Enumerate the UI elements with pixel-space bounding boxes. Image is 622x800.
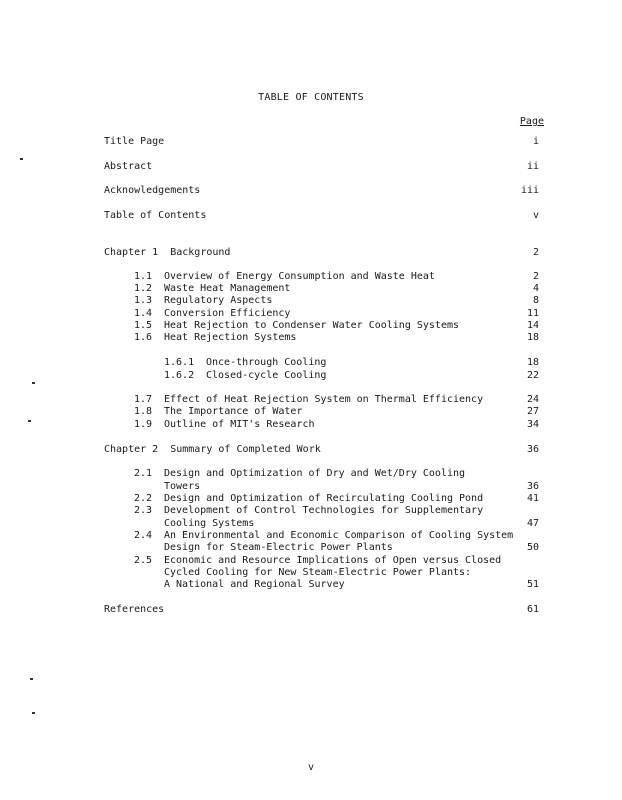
section-page: 51 xyxy=(526,579,539,590)
section-number: 1.6 xyxy=(134,332,153,343)
section-title-line: Towers xyxy=(164,481,201,492)
section-page: 50 xyxy=(526,542,539,553)
section-number: 2.1 xyxy=(134,468,153,479)
subsection-number: 1.6.1 xyxy=(164,357,195,368)
section-title-line: A National and Regional Survey xyxy=(164,579,345,590)
toc-entry xyxy=(0,184,622,197)
page-number: v xyxy=(307,762,315,773)
chapter-page: 2 xyxy=(532,247,539,258)
subsection-title: Once-through Cooling xyxy=(206,357,327,368)
section-title: Regulatory Aspects xyxy=(164,295,273,306)
section-number: 2.3 xyxy=(134,505,153,516)
section-title-line: Development of Control Technologies for Supplementary xyxy=(164,505,484,516)
subsection-page: 18 xyxy=(526,357,539,368)
toc-section xyxy=(0,331,622,344)
subsection-number: 1.6.2 xyxy=(164,370,195,381)
entry-page: v xyxy=(532,210,539,221)
section-number: 1.3 xyxy=(134,295,153,306)
section-page: 8 xyxy=(532,295,539,306)
chapter-heading xyxy=(0,443,622,456)
section-page: 41 xyxy=(526,493,539,504)
toc-subsection xyxy=(0,356,622,369)
section-number: 1.4 xyxy=(134,308,153,319)
toc-entry xyxy=(0,160,622,173)
toc-subsection xyxy=(0,369,622,382)
subsection-page: 22 xyxy=(526,370,539,381)
section-page: 14 xyxy=(526,320,539,331)
section-title: Effect of Heat Rejection System on Thermal Efficiency xyxy=(164,394,484,405)
scan-speck xyxy=(20,158,23,160)
toc-section-continued xyxy=(0,541,622,554)
toc-section xyxy=(0,294,622,307)
entry-page: i xyxy=(532,136,539,147)
section-number: 1.9 xyxy=(134,419,153,430)
toc-section xyxy=(0,504,622,517)
toc-entry xyxy=(0,603,622,616)
section-title: The Importance of Water xyxy=(164,406,303,417)
section-page: 2 xyxy=(532,271,539,282)
toc-section-continued xyxy=(0,578,622,591)
section-number: 1.7 xyxy=(134,394,153,405)
section-title: Overview of Energy Consumption and Waste Heat xyxy=(164,271,435,282)
section-page: 27 xyxy=(526,406,539,417)
section-number: 1.1 xyxy=(134,271,153,282)
section-title-line: Cooling Systems xyxy=(164,518,255,529)
entry-title: Title Page xyxy=(104,136,165,147)
section-title-line: Cycled Cooling for New Steam-Electric Power Plants: xyxy=(164,567,472,578)
section-title-line: Economic and Resource Implications of Open versus Closed xyxy=(164,555,502,566)
toc-section xyxy=(0,467,622,480)
section-title: Outline of MIT's Research xyxy=(164,419,315,430)
section-title-line: Design and Optimization of Dry and Wet/Dry Cooling xyxy=(164,468,466,479)
scan-speck xyxy=(32,712,35,714)
section-page: 36 xyxy=(526,481,539,492)
section-number: 2.5 xyxy=(134,555,153,566)
section-number: 2.2 xyxy=(134,493,153,504)
toc-entry xyxy=(0,135,622,148)
section-page: 18 xyxy=(526,332,539,343)
section-title: Waste Heat Management xyxy=(164,283,291,294)
page-column-header: Page xyxy=(519,116,544,127)
subsection-title: Closed-cycle Cooling xyxy=(206,370,327,381)
scan-speck xyxy=(28,420,31,422)
section-title: Heat Rejection to Condenser Water Cooling Systems xyxy=(164,320,460,331)
entry-title: Table of Contents xyxy=(104,210,207,221)
section-title-line: Design for Steam-Electric Power Plants xyxy=(164,542,393,553)
section-title: Heat Rejection Systems xyxy=(164,332,297,343)
section-title: Conversion Efficiency xyxy=(164,308,291,319)
entry-page: 61 xyxy=(526,604,539,615)
page-title: TABLE OF CONTENTS xyxy=(258,92,364,103)
scan-speck xyxy=(32,382,35,384)
toc-entry xyxy=(0,209,622,222)
section-page: 4 xyxy=(532,283,539,294)
section-page: 47 xyxy=(526,518,539,529)
entry-page: iii xyxy=(520,185,539,196)
section-number: 1.8 xyxy=(134,406,153,417)
section-title-line: An Environmental and Economic Comparison of Cooling System xyxy=(164,530,514,541)
section-title-line: Design and Optimization of Recirculating Cooling Pond xyxy=(164,493,484,504)
entry-title: References xyxy=(104,604,165,615)
section-number: 1.5 xyxy=(134,320,153,331)
chapter-title: Chapter 1 Background xyxy=(104,247,231,258)
scan-speck xyxy=(30,678,33,680)
entry-title: Acknowledgements xyxy=(104,185,201,196)
entry-page: ii xyxy=(526,161,539,172)
section-number: 1.2 xyxy=(134,283,153,294)
entry-title: Abstract xyxy=(104,161,153,172)
section-page: 11 xyxy=(526,308,539,319)
section-page: 34 xyxy=(526,419,539,430)
chapter-page: 36 xyxy=(526,444,539,455)
toc-section xyxy=(0,418,622,431)
toc-section xyxy=(0,405,622,418)
chapter-heading xyxy=(0,246,622,259)
section-page: 24 xyxy=(526,394,539,405)
section-number: 2.4 xyxy=(134,530,153,541)
chapter-title: Chapter 2 Summary of Completed Work xyxy=(104,444,321,455)
